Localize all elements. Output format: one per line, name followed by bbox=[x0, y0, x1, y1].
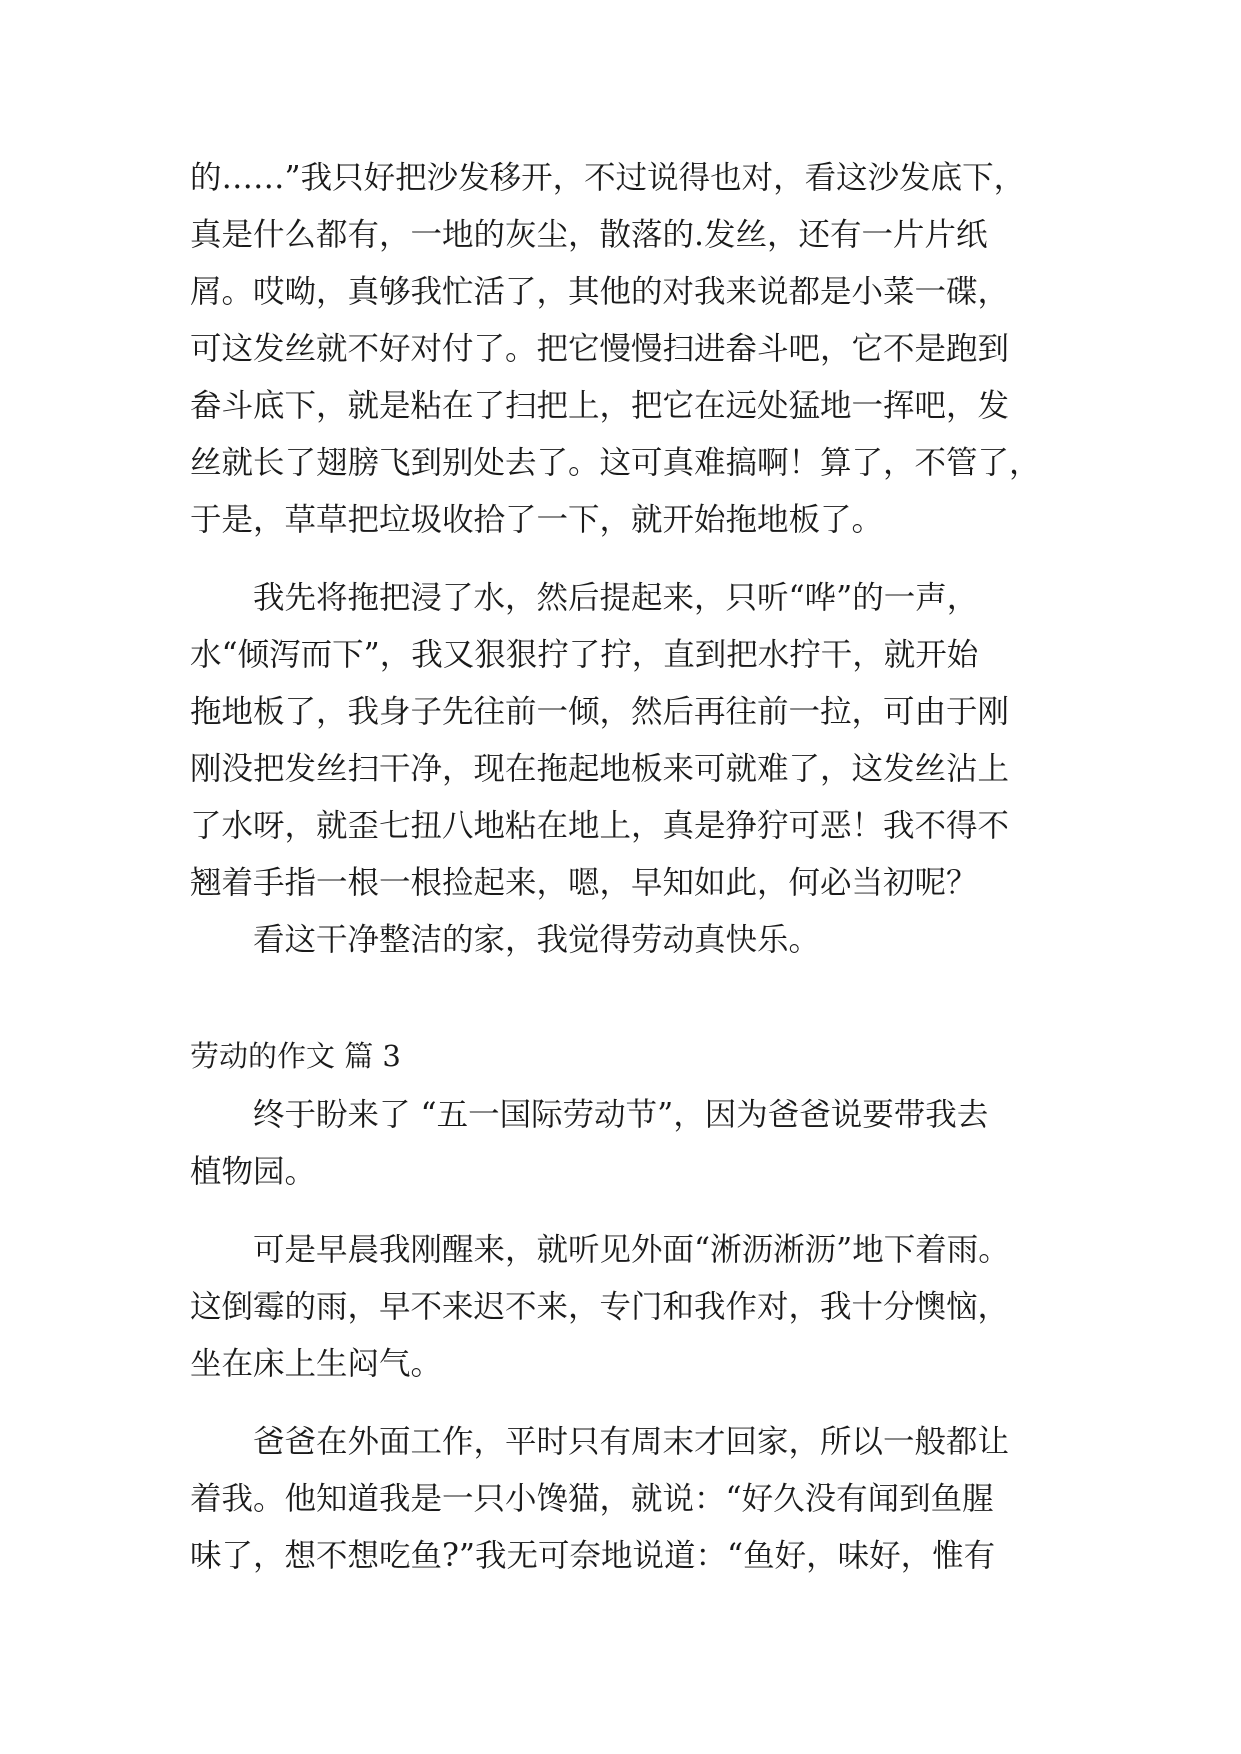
text-line: 看这干净整洁的家，我觉得劳动真快乐。 bbox=[190, 922, 821, 958]
text-line: 屑。哎呦，真够我忙活了，其他的对我来说都是小菜一碟， bbox=[190, 274, 1010, 310]
text-line: 味了，想不想吃鱼?”我无可奈地说道：“鱼好，味好，惟有 bbox=[190, 1538, 996, 1574]
text-line: 于是，草草把垃圾收拾了一下，就开始拖地板了。 bbox=[190, 502, 884, 538]
text-line: 植物园。 bbox=[190, 1154, 317, 1190]
text-line: 丝就长了翅膀飞到别处去了。这可真难搞啊！算了，不管了， bbox=[190, 445, 1041, 481]
text-line: 着我。他知道我是一只小馋猫，就说：“好久没有闻到鱼腥 bbox=[190, 1481, 994, 1517]
section-heading: 劳动的作文 篇 3 bbox=[190, 1039, 401, 1073]
text-line: 终于盼来了 “五一国际劳动节”，因为爸爸说要带我去 bbox=[190, 1097, 989, 1133]
text-line: 畚斗底下，就是粘在了扫把上，把它在远处猛地一挥吧，发 bbox=[190, 388, 1010, 424]
text-line: 我先将拖把浸了水，然后提起来，只听“哗”的一声， bbox=[190, 580, 979, 616]
text-line: 可是早晨我刚醒来，就听见外面“淅沥淅沥”地下着雨。 bbox=[190, 1232, 1010, 1268]
text-line: 翘着手指一根一根捡起来，嗯，早知如此，何必当初呢？ bbox=[190, 865, 978, 901]
text-line: 真是什么都有，一地的灰尘，散落的.发丝，还有一片片纸 bbox=[190, 217, 988, 253]
text-line: 水“倾泻而下”，我又狠狠拧了拧，直到把水拧干，就开始 bbox=[190, 637, 979, 673]
text-line: 可这发丝就不好对付了。把它慢慢扫进畚斗吧，它不是跑到 bbox=[190, 331, 1010, 367]
text-line: 爸爸在外面工作，平时只有周末才回家，所以一般都让 bbox=[190, 1424, 1010, 1460]
text-line: 的……”我只好把沙发移开，不过说得也对，看这沙发底下， bbox=[190, 160, 1026, 196]
text-line: 刚没把发丝扫干净，现在拖起地板来可就难了，这发丝沾上 bbox=[190, 751, 1010, 787]
text-line: 这倒霉的雨，早不来迟不来，专门和我作对，我十分懊恼， bbox=[190, 1289, 1010, 1325]
text-line: 坐在床上生闷气。 bbox=[190, 1346, 443, 1382]
text-line: 了水呀，就歪七扭八地粘在地上，真是狰狞可恶！我不得不 bbox=[190, 808, 1010, 844]
text-line: 拖地板了，我身子先往前一倾，然后再往前一拉，可由于刚 bbox=[190, 694, 1010, 730]
